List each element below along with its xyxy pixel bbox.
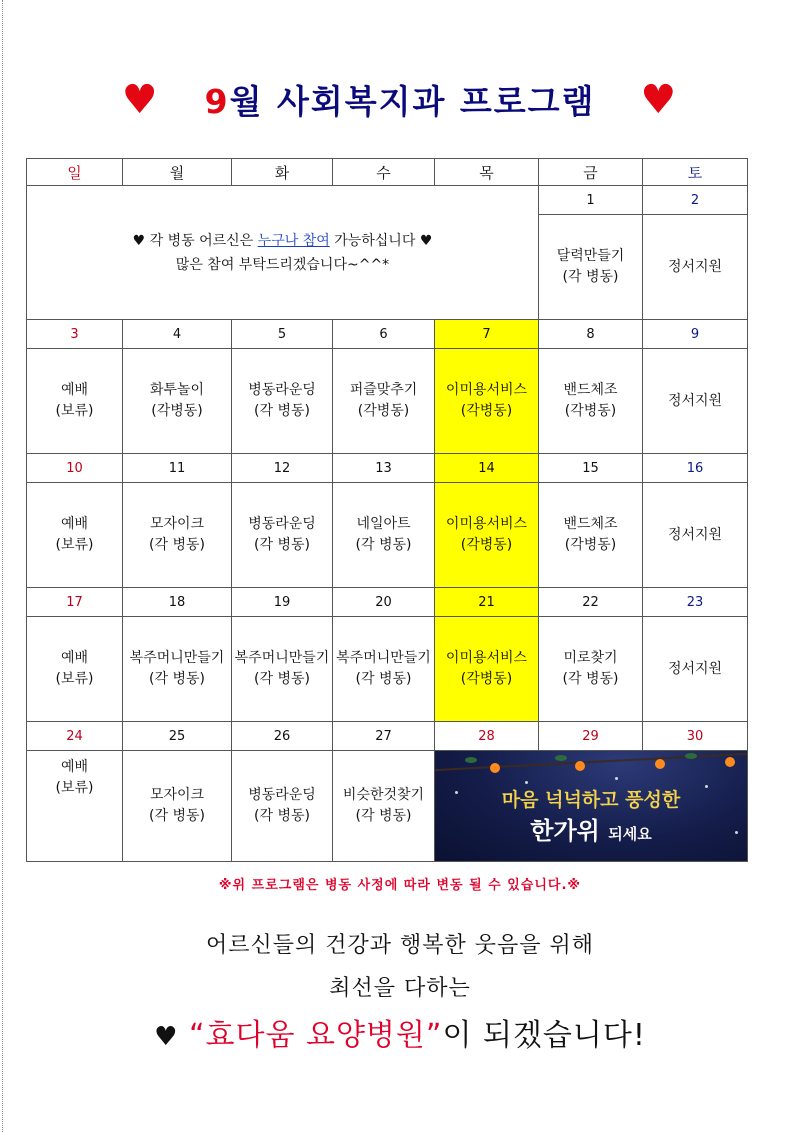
program-name: 정서지원 bbox=[667, 392, 723, 409]
closing-line-3 bbox=[0, 1010, 800, 1054]
heart-icon: ♥ bbox=[121, 77, 160, 123]
program-ward: (보류) bbox=[55, 537, 94, 553]
leaf-decoration bbox=[685, 753, 697, 759]
program-name: 달력만들기 bbox=[556, 248, 625, 264]
leaf-decoration bbox=[555, 755, 567, 761]
title-text: 사회복지과 프로그램 bbox=[276, 82, 596, 121]
program-ward: (각 병동) bbox=[355, 537, 412, 553]
day-number: 1 bbox=[539, 186, 643, 215]
program-cell bbox=[333, 483, 435, 588]
page-title bbox=[0, 76, 800, 123]
program-ward: (각 병동) bbox=[254, 671, 310, 687]
day-number: 7 bbox=[435, 320, 539, 349]
weekday-monday: 월 bbox=[123, 159, 232, 186]
program-cell bbox=[27, 617, 123, 722]
program-cell bbox=[333, 751, 435, 862]
week-4-number-row bbox=[27, 588, 748, 617]
program-cell bbox=[539, 349, 643, 454]
weekday-thursday: 목 bbox=[435, 159, 539, 186]
program-ward: (각병동) bbox=[460, 403, 513, 419]
program-ward: (보류) bbox=[55, 403, 94, 419]
page-edge bbox=[2, 0, 3, 1132]
weekday-header-row bbox=[27, 159, 748, 186]
program-name: 비슷한것찾기 bbox=[342, 787, 425, 803]
program-name: 예배 bbox=[60, 382, 89, 398]
program-name: 병동라운딩 bbox=[248, 787, 316, 803]
program-name: 퍼즐맞추기 bbox=[349, 382, 418, 398]
program-name: 병동라운딩 bbox=[248, 516, 316, 532]
program-ward: (각 병동) bbox=[355, 671, 412, 687]
banner-big-text: 한가위 bbox=[530, 817, 600, 845]
heart-icon: ♥ bbox=[419, 232, 433, 249]
program-ward: (각병동) bbox=[564, 403, 617, 419]
weekday-tuesday: 화 bbox=[232, 159, 333, 186]
day-number: 28 bbox=[435, 722, 539, 751]
program-cell bbox=[643, 483, 748, 588]
heart-icon: ♥ bbox=[640, 77, 679, 123]
week-2-program-row bbox=[27, 349, 748, 454]
week-3-number-row bbox=[27, 454, 748, 483]
program-name: 정서지원 bbox=[667, 526, 723, 543]
notice-text: 가능하십니다 bbox=[334, 232, 416, 249]
day-number: 3 bbox=[27, 320, 123, 349]
program-ward: (각 병동) bbox=[149, 808, 205, 824]
program-ward: (각 병동) bbox=[562, 269, 619, 285]
persimmon-decoration bbox=[490, 763, 500, 773]
day-number: 12 bbox=[232, 454, 333, 483]
program-ward: (각 병동) bbox=[254, 537, 310, 553]
day-number: 8 bbox=[539, 320, 643, 349]
day-number: 21 bbox=[435, 588, 539, 617]
program-name: 복주머니만들기 bbox=[234, 650, 330, 666]
day-number: 18 bbox=[123, 588, 232, 617]
day-number: 23 bbox=[643, 588, 748, 617]
program-cell bbox=[232, 751, 333, 862]
day-number: 11 bbox=[123, 454, 232, 483]
program-ward: (각병동) bbox=[460, 671, 513, 687]
program-cell bbox=[27, 349, 123, 454]
weekday-saturday: 토 bbox=[643, 159, 748, 186]
program-ward: (보류) bbox=[55, 671, 94, 687]
program-name: 예배 bbox=[60, 516, 89, 532]
participation-notice bbox=[27, 186, 539, 320]
program-name: 예배 bbox=[60, 759, 89, 775]
week-2-number-row bbox=[27, 320, 748, 349]
program-ward: (각 병동) bbox=[149, 671, 205, 687]
star-decoration bbox=[615, 777, 618, 780]
program-cell bbox=[232, 349, 333, 454]
program-ward: (각 병동) bbox=[562, 671, 619, 687]
day-number: 15 bbox=[539, 454, 643, 483]
day-number: 22 bbox=[539, 588, 643, 617]
day-number: 6 bbox=[333, 320, 435, 349]
day-number: 17 bbox=[27, 588, 123, 617]
program-cell bbox=[435, 617, 539, 722]
day-number: 26 bbox=[232, 722, 333, 751]
star-decoration bbox=[525, 781, 528, 784]
program-name: 네일아트 bbox=[356, 516, 411, 532]
banner-small-text: 되세요 bbox=[608, 825, 652, 843]
program-cell bbox=[539, 215, 643, 320]
program-ward: (각병동) bbox=[357, 403, 410, 419]
title-month-suffix: 월 bbox=[229, 82, 264, 121]
persimmon-decoration bbox=[655, 759, 665, 769]
program-cell bbox=[539, 617, 643, 722]
week-1-number-row bbox=[27, 186, 748, 215]
day-number: 19 bbox=[232, 588, 333, 617]
weekday-wednesday: 수 bbox=[333, 159, 435, 186]
heart-icon: ♥ bbox=[154, 1022, 179, 1052]
persimmon-decoration bbox=[575, 761, 585, 771]
program-ward: (각 병동) bbox=[254, 403, 310, 419]
day-number: 29 bbox=[539, 722, 643, 751]
program-name: 밴드체조 bbox=[563, 382, 618, 398]
program-name: 모자이크 bbox=[149, 787, 205, 803]
day-number: 2 bbox=[643, 186, 748, 215]
day-number: 13 bbox=[333, 454, 435, 483]
program-name: 밴드체조 bbox=[563, 516, 618, 532]
banner-line-1: 마음 넉넉하고 풍성한 bbox=[501, 789, 681, 811]
program-cell bbox=[643, 617, 748, 722]
program-ward: (각 병동) bbox=[254, 808, 310, 824]
day-number: 9 bbox=[643, 320, 748, 349]
program-name: 예배 bbox=[60, 650, 89, 666]
program-cell bbox=[539, 483, 643, 588]
week-5-number-row bbox=[27, 722, 748, 751]
weekday-friday: 금 bbox=[539, 159, 643, 186]
program-name: 복주머니만들기 bbox=[336, 650, 431, 666]
branch-decoration bbox=[435, 753, 747, 771]
banner-line-2 bbox=[435, 811, 747, 846]
week-5-program-row bbox=[27, 751, 748, 862]
day-number: 24 bbox=[27, 722, 123, 751]
day-number: 5 bbox=[232, 320, 333, 349]
persimmon-decoration bbox=[725, 757, 735, 767]
program-name: 이미용서비스 bbox=[445, 650, 528, 666]
closing-line-2: 최선을 다하는 bbox=[329, 976, 471, 1001]
program-name: 화투놀이 bbox=[149, 382, 205, 398]
week-3-program-row bbox=[27, 483, 748, 588]
program-cell bbox=[123, 751, 232, 862]
program-name: 이미용서비스 bbox=[445, 516, 528, 532]
program-cell bbox=[27, 751, 123, 862]
program-name: 복주머니만들기 bbox=[129, 650, 225, 666]
program-cell bbox=[333, 349, 435, 454]
program-cell bbox=[643, 215, 748, 320]
notice-text: 각 병동 어르신은 bbox=[149, 232, 254, 249]
program-cell bbox=[232, 483, 333, 588]
calendar-table bbox=[26, 158, 748, 862]
program-name: 미로찾기 bbox=[563, 650, 618, 666]
notice-highlight: 누구나 참여 bbox=[257, 232, 330, 249]
day-number: 4 bbox=[123, 320, 232, 349]
heart-icon: ♥ bbox=[132, 232, 146, 249]
day-number: 14 bbox=[435, 454, 539, 483]
program-name: 정서지원 bbox=[667, 660, 723, 677]
program-cell bbox=[232, 617, 333, 722]
day-number: 16 bbox=[643, 454, 748, 483]
title-month: 9 bbox=[204, 82, 230, 121]
program-cell bbox=[435, 483, 539, 588]
program-ward: (각 병동) bbox=[149, 537, 205, 553]
program-cell bbox=[435, 349, 539, 454]
chuseok-banner-cell bbox=[435, 751, 748, 862]
notice-text: 많은 참여 부탁드리겠습니다~^^* bbox=[175, 256, 390, 273]
closing-end: 이 되겠습니다! bbox=[442, 1018, 646, 1053]
day-number: 27 bbox=[333, 722, 435, 751]
leaf-decoration bbox=[465, 757, 477, 763]
week-4-program-row bbox=[27, 617, 748, 722]
day-number: 10 bbox=[27, 454, 123, 483]
day-number: 20 bbox=[333, 588, 435, 617]
program-ward: (각 병동) bbox=[355, 808, 412, 824]
day-number: 25 bbox=[123, 722, 232, 751]
day-number: 30 bbox=[643, 722, 748, 751]
weekday-sunday: 일 bbox=[27, 159, 123, 186]
program-name: 정서지원 bbox=[667, 258, 723, 275]
program-name: 병동라운딩 bbox=[248, 382, 316, 398]
program-cell bbox=[27, 483, 123, 588]
chuseok-banner bbox=[435, 751, 747, 861]
closing-line-1: 어르신들의 건강과 행복한 웃음을 위해 bbox=[205, 933, 594, 958]
program-cell bbox=[123, 617, 232, 722]
program-ward: (각병동) bbox=[151, 403, 203, 419]
program-name: 이미용서비스 bbox=[445, 382, 528, 398]
program-ward: (각병동) bbox=[460, 537, 513, 553]
program-ward: (각병동) bbox=[564, 537, 617, 553]
schedule-change-notice: ※위 프로그램은 병동 사정에 따라 변동 될 수 있습니다.※ bbox=[218, 878, 582, 893]
program-ward: (보류) bbox=[55, 780, 94, 796]
hospital-name: “효다움 요양병원” bbox=[188, 1018, 443, 1053]
program-cell bbox=[123, 483, 232, 588]
program-cell bbox=[123, 349, 232, 454]
program-cell bbox=[643, 349, 748, 454]
program-name: 모자이크 bbox=[149, 516, 205, 532]
program-cell bbox=[333, 617, 435, 722]
